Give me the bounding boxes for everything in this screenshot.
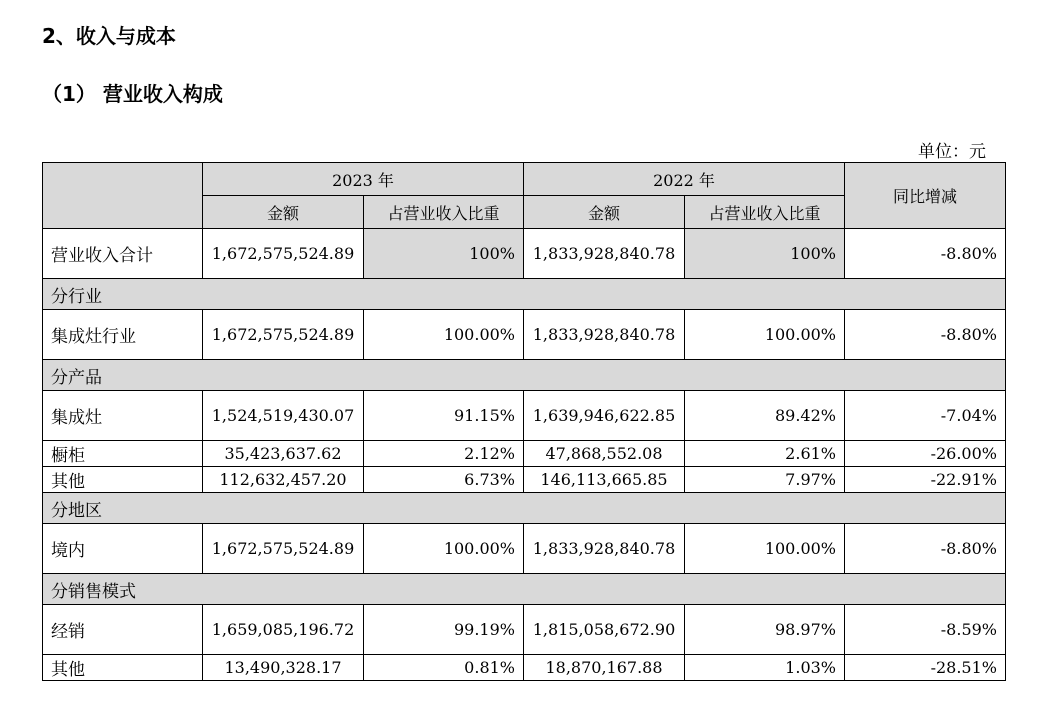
- table-row: [43, 391, 1006, 441]
- share-2023-cell: 100%: [364, 229, 524, 279]
- yoy-cell: -8.59%: [845, 605, 1006, 655]
- amount-2022-cell: 1,639,946,622.85: [524, 391, 685, 441]
- share-2023-cell: 100.00%: [364, 310, 524, 360]
- table-row: [43, 524, 1006, 574]
- section-label: 分行业: [43, 279, 1006, 310]
- section-row: [43, 574, 1006, 605]
- row-label: 集成灶: [43, 391, 203, 441]
- section-label: 分销售模式: [43, 574, 1006, 605]
- amount-2022-cell: 1,833,928,840.78: [524, 310, 685, 360]
- table-row: [43, 229, 1006, 279]
- table-row: [43, 655, 1006, 681]
- sub-heading: （1） 营业收入构成: [42, 82, 223, 106]
- section-row: [43, 360, 1006, 391]
- share-2023-cell: 100.00%: [364, 524, 524, 574]
- share-2023-cell: 2.12%: [364, 441, 524, 467]
- amount-2023-cell: 1,672,575,524.89: [203, 229, 364, 279]
- yoy-cell: -8.80%: [845, 524, 1006, 574]
- table-row: [43, 467, 1006, 493]
- amount-2022-cell: 18,870,167.88: [524, 655, 685, 681]
- amount-2022-cell: 47,868,552.08: [524, 441, 685, 467]
- section-label: 分地区: [43, 493, 1006, 524]
- table-row: [43, 441, 1006, 467]
- year-2023-header: 2023 年: [203, 163, 524, 196]
- yoy-cell: -8.80%: [845, 310, 1006, 360]
- unit-label: 单位：元: [918, 142, 986, 162]
- amount-2022-cell: 1,833,928,840.78: [524, 524, 685, 574]
- amount-2023-cell: 35,423,637.62: [203, 441, 364, 467]
- yoy-cell: -7.04%: [845, 391, 1006, 441]
- table-row: [43, 605, 1006, 655]
- share-2023-cell: 6.73%: [364, 467, 524, 493]
- share-2023-cell: 0.81%: [364, 655, 524, 681]
- amount-2023-cell: 1,672,575,524.89: [203, 310, 364, 360]
- yoy-cell: -26.00%: [845, 441, 1006, 467]
- share-2022-cell: 100%: [685, 229, 845, 279]
- section-row: [43, 279, 1006, 310]
- section-row: [43, 493, 1006, 524]
- amount-2023-cell: 1,659,085,196.72: [203, 605, 364, 655]
- share-2022-cell: 98.97%: [685, 605, 845, 655]
- amount-2022-cell: 146,113,665.85: [524, 467, 685, 493]
- share-2022-cell: 100.00%: [685, 524, 845, 574]
- amount-2023-cell: 1,672,575,524.89: [203, 524, 364, 574]
- share-2022-cell: 89.42%: [685, 391, 845, 441]
- table-body: [43, 229, 1006, 681]
- section-label: 分产品: [43, 360, 1006, 391]
- share-2022-cell: 100.00%: [685, 310, 845, 360]
- table-row: [43, 310, 1006, 360]
- yoy-header: 同比增减: [845, 163, 1006, 229]
- amount-2022-cell: 1,833,928,840.78: [524, 229, 685, 279]
- amount-2022-cell: 1,815,058,672.90: [524, 605, 685, 655]
- share-2022-cell: 2.61%: [685, 441, 845, 467]
- yoy-cell: -28.51%: [845, 655, 1006, 681]
- section-heading: 2、收入与成本: [42, 24, 176, 48]
- share-2023-header: 占营业收入比重: [364, 196, 524, 229]
- row-label: 橱柜: [43, 441, 203, 467]
- row-label: 营业收入合计: [43, 229, 203, 279]
- share-2022-cell: 7.97%: [685, 467, 845, 493]
- row-label: 集成灶行业: [43, 310, 203, 360]
- amount-2023-cell: 13,490,328.17: [203, 655, 364, 681]
- share-2022-cell: 1.03%: [685, 655, 845, 681]
- share-2023-cell: 99.19%: [364, 605, 524, 655]
- share-2022-header: 占营业收入比重: [685, 196, 845, 229]
- revenue-table: [42, 162, 1006, 681]
- row-label: 其他: [43, 655, 203, 681]
- amount-2023-cell: 1,524,519,430.07: [203, 391, 364, 441]
- share-2023-cell: 91.15%: [364, 391, 524, 441]
- yoy-cell: -8.80%: [845, 229, 1006, 279]
- row-label: 经销: [43, 605, 203, 655]
- amount-2023-cell: 112,632,457.20: [203, 467, 364, 493]
- year-2022-header: 2022 年: [524, 163, 845, 196]
- row-label: 境内: [43, 524, 203, 574]
- row-label: 其他: [43, 467, 203, 493]
- amount-2023-header: 金额: [203, 196, 364, 229]
- yoy-cell: -22.91%: [845, 467, 1006, 493]
- amount-2022-header: 金额: [524, 196, 685, 229]
- corner-header: [43, 163, 203, 229]
